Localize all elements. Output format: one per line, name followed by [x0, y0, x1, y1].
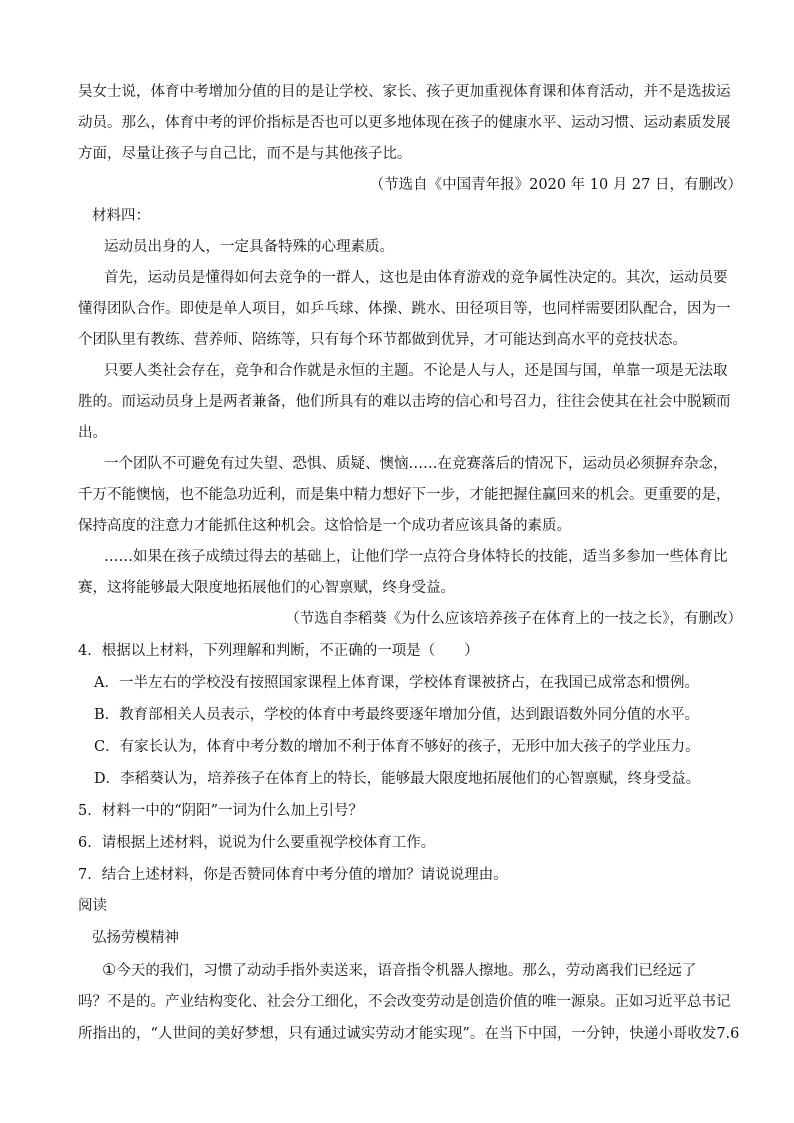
- material3-line-1: 吴女士说，体育中考增加分值的目的是让学校、家长、孩子更加重视体育课和体育活动，并不是选拔运: [78, 84, 731, 100]
- question-7: 7．结合上述材料，你是否赞同体育中考分值的增加？请说说理由。: [78, 867, 508, 883]
- material4-source: （节选自李稻葵《为什么应该培养孩子在体育上的一技之长》，有删改）: [285, 611, 742, 627]
- material4-line-1: 运动员出身的人，一定具备特殊的心理素质。: [104, 239, 394, 255]
- reading-para1-line-1: [102, 960, 696, 981]
- material4-heading: 材料四：: [92, 208, 150, 224]
- material4-line-5: 只要人类社会存在，竞争和合作就是永恒的主题。不论是人与人，还是国与国，单靠一项是无法取: [104, 363, 728, 379]
- material4-line-10: 保持高度的注意力才能抓住这种机会。这恰恰是一个成功者应该具备的素质。: [78, 518, 571, 534]
- material3-line-3: 方面，尽量让孩子与自己比，而不是与其他孩子比。: [78, 146, 412, 162]
- material4-line-4: 个团队里有教练、营养师、陪练等，只有每个环节都做到优异，才可能达到高水平的竞技状态。: [78, 332, 687, 348]
- question-4-option-d: D．李稻葵认为，培养孩子在体育上的特长，能够最大限度地拓展他们的心智禀赋，终身受益。: [94, 771, 701, 787]
- question-4: 4．根据以上材料，下列理解和判断，不正确的一项是（ ）: [78, 643, 479, 659]
- reading-title: 弘扬劳模精神: [92, 930, 179, 946]
- material4-line-7: 出。: [78, 425, 107, 441]
- question-4-option-c: C．有家长认为，体育中考分数的增加不利于体育不够好的孩子，无形中加大孩子的学业压力。: [94, 739, 700, 755]
- reading-para1-line-2: 吗？不是的。产业结构变化、社会分工细化，不会改变劳动是创造价值的唯一源泉。正如习近平总书记: [78, 994, 731, 1010]
- question-4-option-a: A．一半左右的学校没有按照国家课程上体育课，学校体育课被挤占，在我国已成常态和惯例。: [94, 675, 699, 691]
- reading-para1-line-3: 所指出的，“人世间的美好梦想，只有通过诚实劳动才能实现”。在当下中国，一分钟，快递小哥收发7.6: [78, 1026, 740, 1042]
- material4-line-3: 懂得团队合作。即使是单人项目，如乒乓球、体操、跳水、田径项目等，也同样需要团队配合，因为一: [78, 301, 731, 317]
- material3-line-2: 动员。那么，体育中考的评价指标是否也可以更多地体现在孩子的健康水平、运动习惯、运动素质发展: [78, 115, 731, 131]
- paragraph-number-1: ①: [102, 960, 117, 979]
- material4-line-8: 一个团队不可避免有过失望、恐惧、质疑、懊恼……在竞赛落后的情况下，运动员必须摒弃杂念，: [104, 456, 728, 472]
- material4-line-11: ……如果在孩子成绩过得去的基础上，让他们学一点符合身体特长的技能，适当多参加一些体育比: [104, 549, 728, 565]
- reading-para1-line-1-text: 今天的我们，习惯了动动手指外卖送来，语音指令机器人擦地。那么，劳动离我们已经远了: [116, 963, 697, 979]
- material4-line-9: 千万不能懊恼，也不能急功近利，而是集中精力想好下一步，才能把握住赢回来的机会。更重要的是，: [78, 487, 731, 503]
- material4-line-12: 赛，这将能够最大限度地拓展他们的心智禀赋，终身受益。: [78, 580, 455, 596]
- reading-label: 阅读: [78, 898, 107, 914]
- question-5: 5．材料一中的“阴阳”一词为什么加上引号？: [78, 803, 364, 819]
- question-6: 6．请根据上述材料，说说为什么要重视学校体育工作。: [78, 835, 436, 851]
- question-4-option-b: B．教育部相关人员表示，学校的体育中考最终要逐年增加分值，达到跟语数外同分值的水平。: [94, 707, 700, 723]
- material4-line-2: 首先，运动员是懂得如何去竞争的一群人，这也是由体育游戏的竞争属性决定的。其次，运动员要: [104, 270, 728, 286]
- material4-line-6: 胜的。而运动员身上是两者兼备，他们所具有的难以击垮的信心和号召力，往往会使其在社会中脱颖而: [78, 394, 731, 410]
- material3-source: （节选自《中国青年报》2020 年 10 月 27 日，有删改）: [369, 177, 742, 193]
